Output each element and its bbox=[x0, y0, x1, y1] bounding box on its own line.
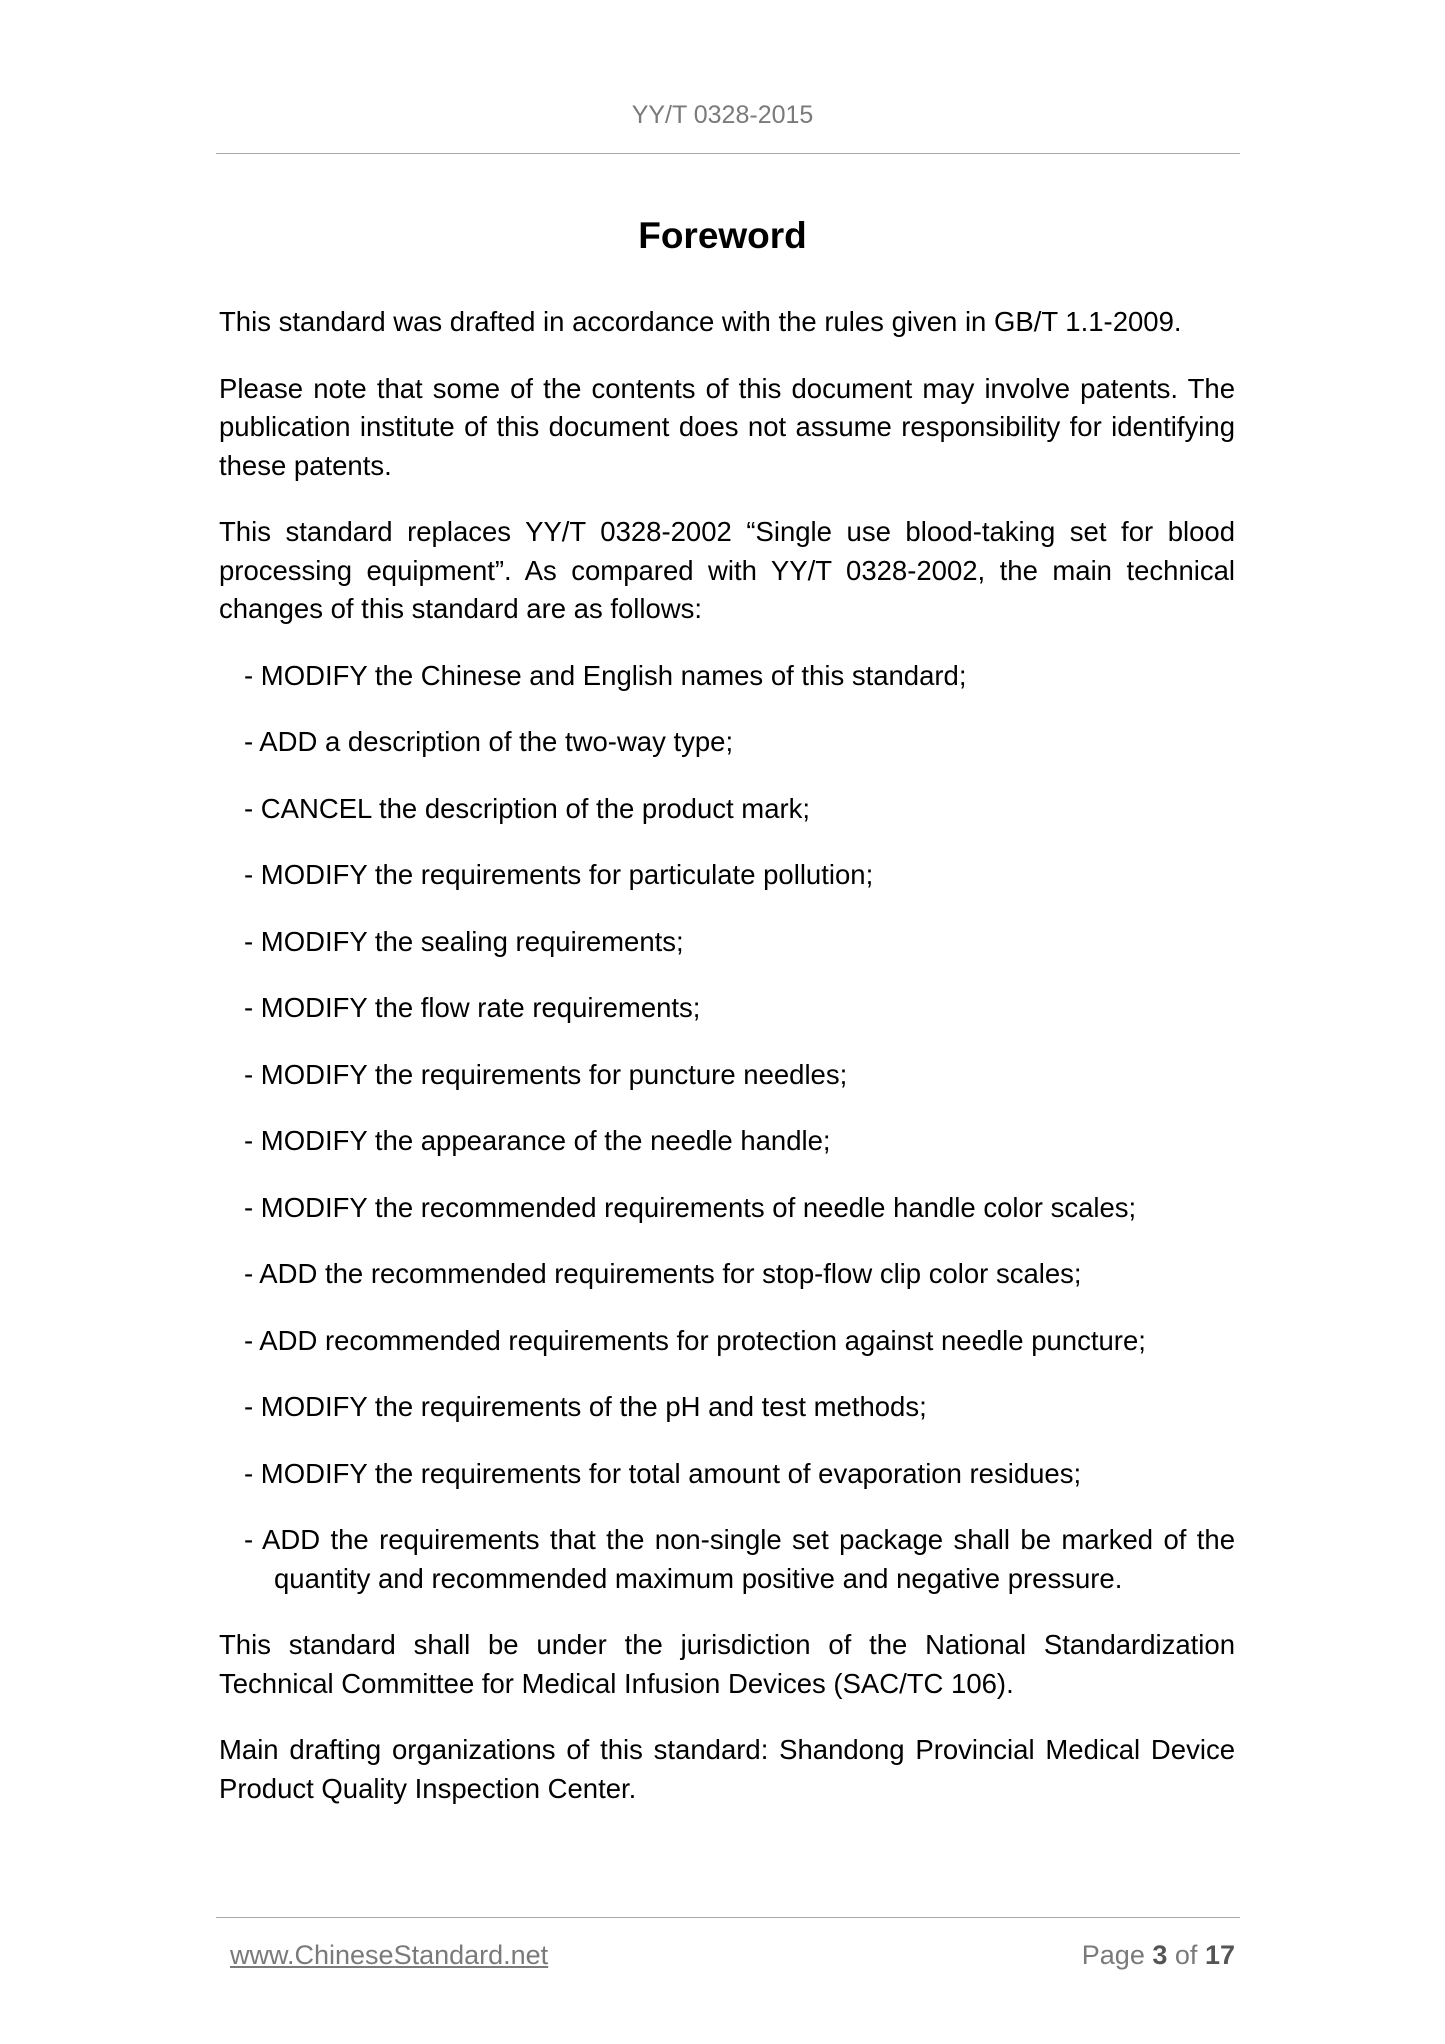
paragraph-patents-notice: Please note that some of the contents of this document may involve patents. The publication institute of this document does not assume responsibility for identifying these patents. bbox=[219, 372, 1235, 481]
list-item: - MODIFY the requirements for particulate pollution; bbox=[244, 859, 874, 890]
list-item: - ADD the requirements that the non-single set package shall be marked of the quantity and recommended maximum positive and negative pressure. bbox=[244, 1524, 1235, 1594]
total-pages-number: 17 bbox=[1204, 1940, 1235, 1970]
list-item: - MODIFY the requirements of the pH and test methods; bbox=[244, 1391, 927, 1422]
list-item: - MODIFY the requirements for puncture needles; bbox=[244, 1058, 848, 1090]
list-item: - ADD recommended requirements for protection against needle puncture; bbox=[244, 1324, 1146, 1356]
current-page-number: 3 bbox=[1152, 1940, 1168, 1970]
paragraph-replacement: This standard replaces YY/T 0328-2002 “Single use blood-taking set for blood processing equipment”. As compared with YY/T 0328-2002, the main technical changes of this standard are as follows: bbox=[219, 516, 1235, 624]
foreword-body bbox=[219, 303, 1235, 1836]
website-link[interactable]: www.ChineseStandard.net bbox=[230, 1940, 549, 1970]
list-item: - MODIFY the Chinese and English names of this standard; bbox=[244, 659, 967, 691]
list-item: - CANCEL the description of the product mark; bbox=[244, 792, 811, 824]
paragraph-jurisdiction: This standard shall be under the jurisdiction of the National Standardization Technical Committee for Medical Infusion Devices (SAC/TC 106). bbox=[219, 1629, 1235, 1699]
list-item: - MODIFY the requirements for total amount of evaporation residues; bbox=[244, 1457, 1082, 1489]
page-indicator bbox=[1082, 1938, 1235, 1972]
of-label: of bbox=[1174, 1940, 1198, 1970]
paragraph-drafting-organizations: Main drafting organizations of this standard: Shandong Provincial Medical Device Product Quality Inspection Center. bbox=[219, 1734, 1235, 1804]
list-item: - MODIFY the sealing requirements; bbox=[244, 925, 684, 957]
list-item: - MODIFY the recommended requirements of needle handle color scales; bbox=[244, 1191, 1137, 1223]
list-item: - ADD a description of the two-way type; bbox=[244, 726, 734, 757]
list-item: - ADD the recommended requirements for stop-flow clip color scales; bbox=[244, 1258, 1082, 1289]
header-divider bbox=[216, 153, 1240, 154]
document-code-header: YY/T 0328-2015 bbox=[631, 101, 814, 129]
page-label: Page bbox=[1081, 1940, 1145, 1970]
page-title: Foreword bbox=[638, 215, 807, 256]
footer-divider bbox=[216, 1917, 1240, 1918]
list-item: - MODIFY the flow rate requirements; bbox=[244, 992, 701, 1023]
list-item: - MODIFY the appearance of the needle handle; bbox=[244, 1125, 831, 1156]
technical-changes-list bbox=[219, 657, 1235, 1599]
paragraph-drafting-rules: This standard was drafted in accordance with the rules given in GB/T 1.1-2009. bbox=[219, 306, 1182, 337]
